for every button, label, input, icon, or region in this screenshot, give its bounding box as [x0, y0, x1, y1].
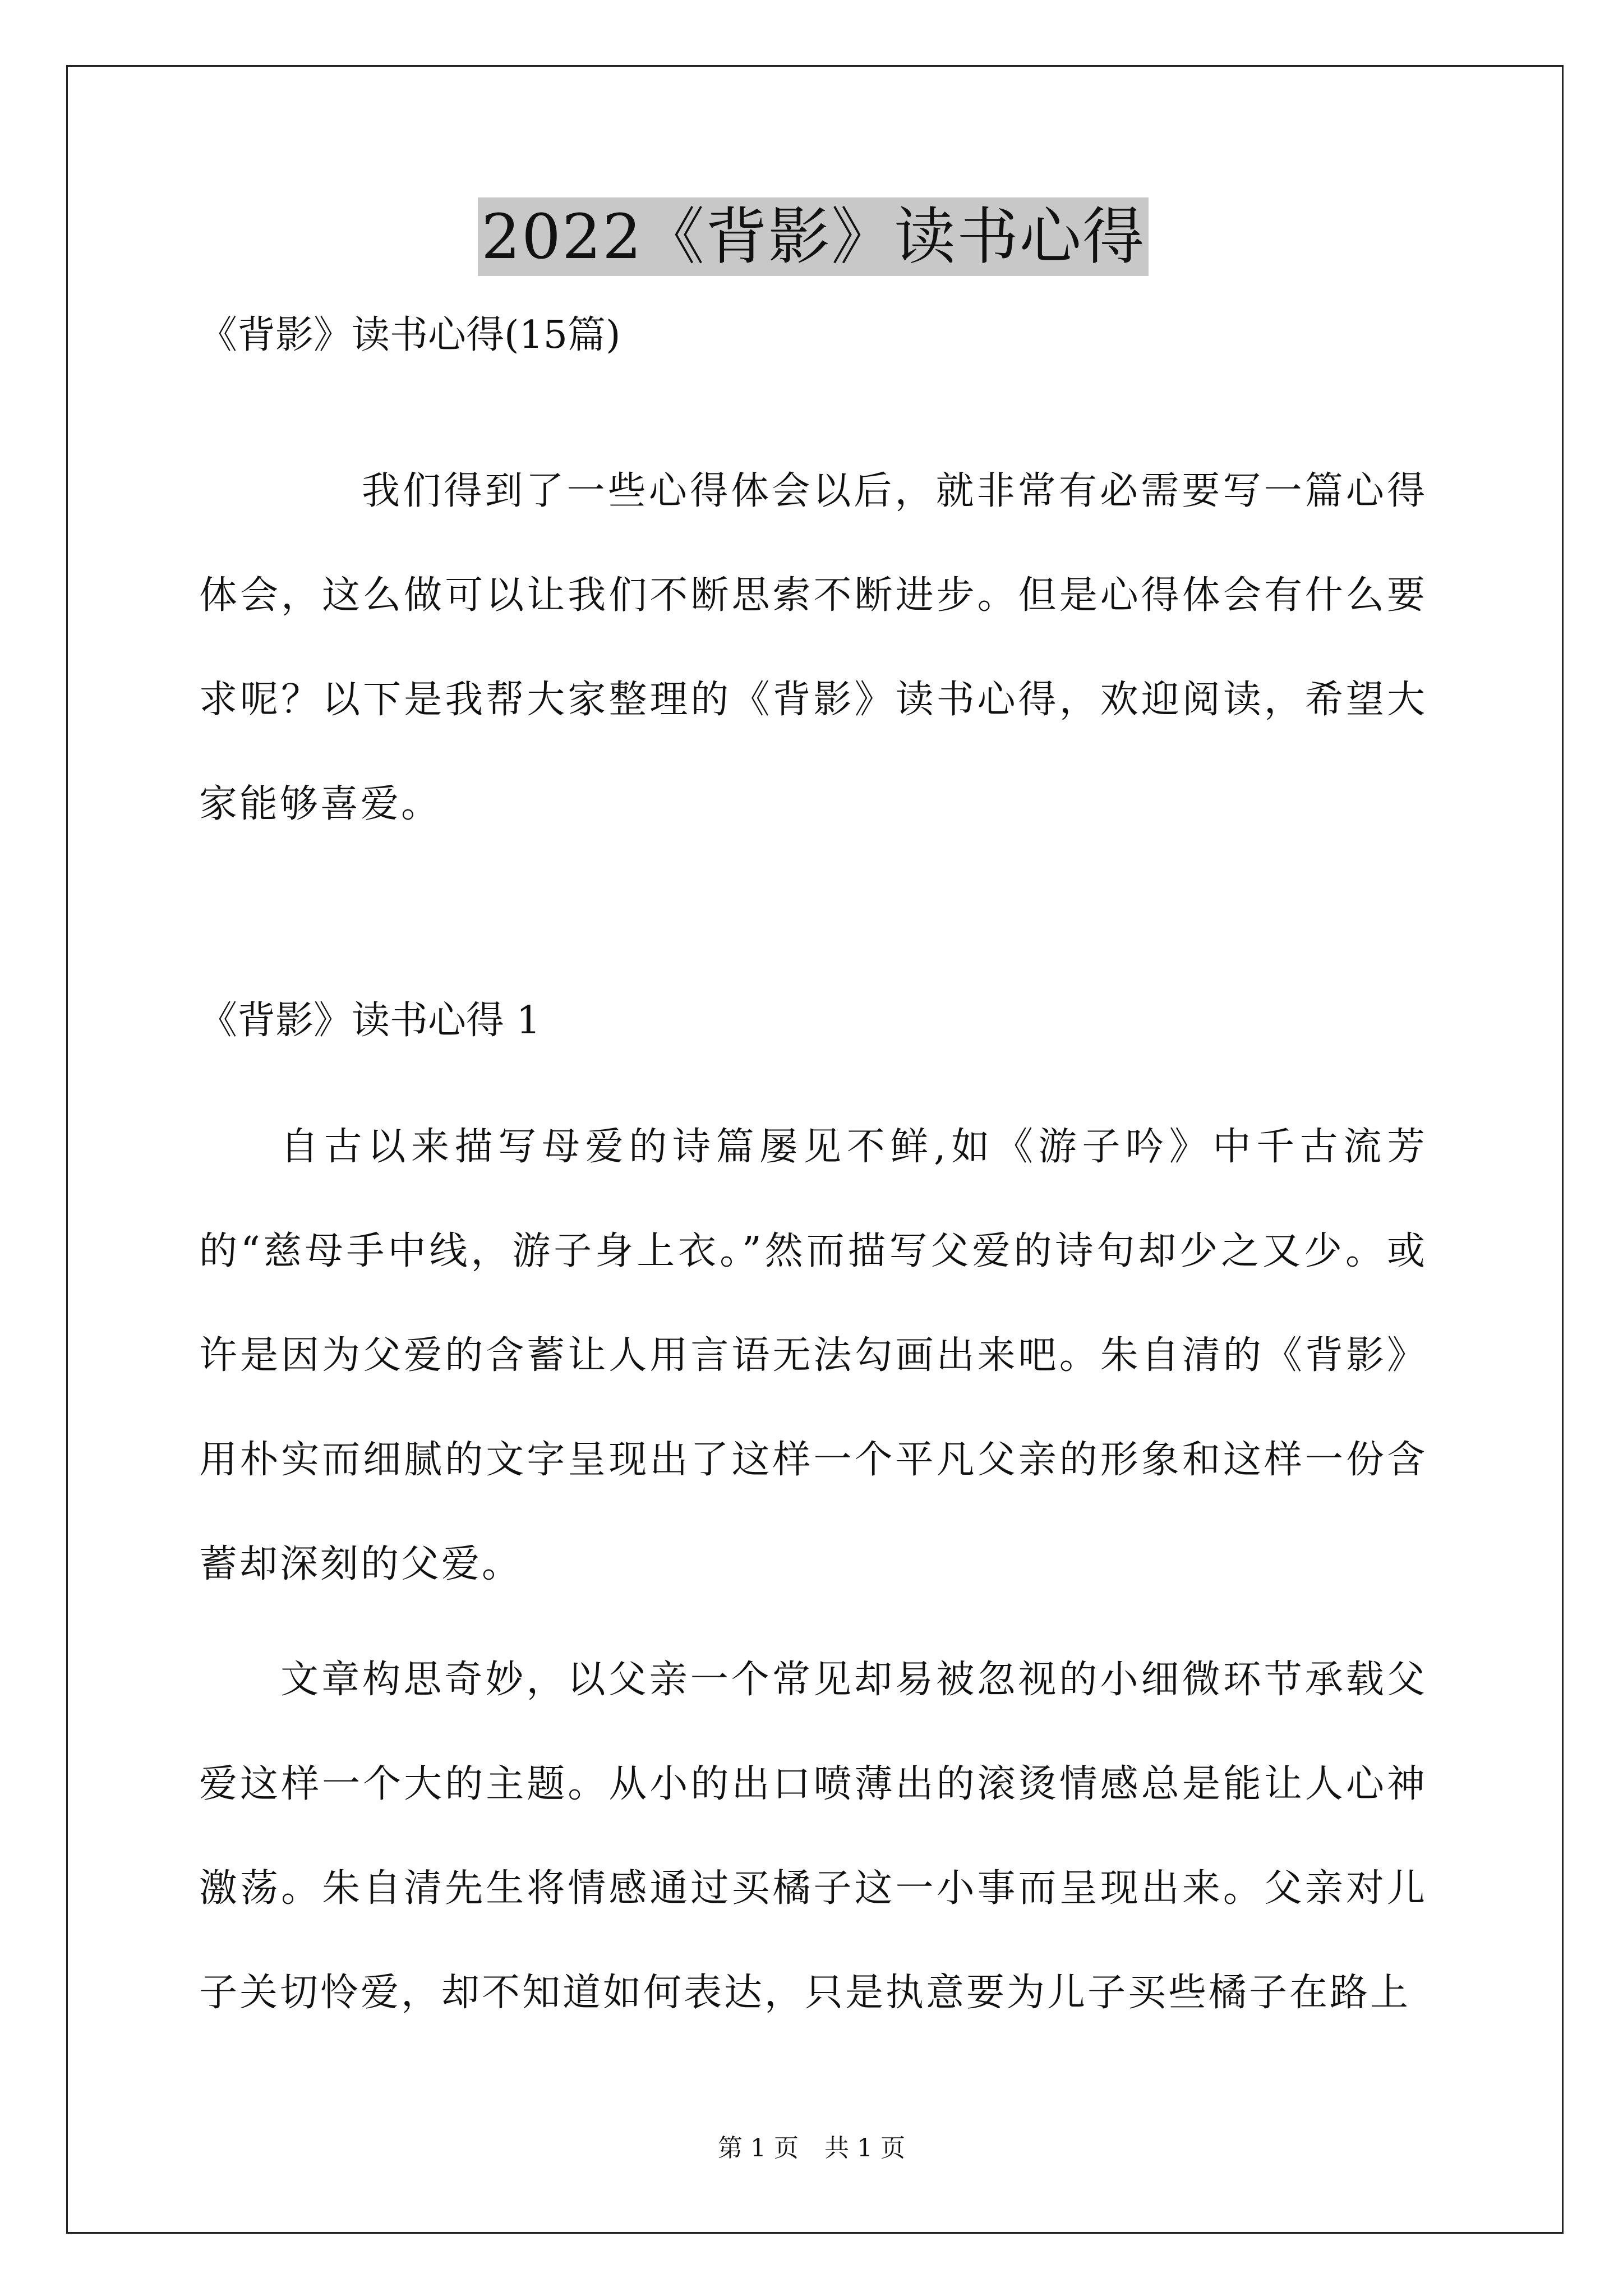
body-paragraph-1: 自古以来描写母爱的诗篇屡见不鲜,如《游子吟》中千古流芳的“慈母手中线，游子身上衣。”然而描写父爱的诗句却少之又少。或许是因为父爱的含蓄让人用言语无法勾画出来吧。朱自清的《背影》用朴实而细腻的文字呈现出了这样一个平凡父亲的形象和这样一份含蓄却深刻的父爱。 [199, 1125, 1427, 1586]
intro-paragraph: 我们得到了一些心得体会以后，就非常有必需要写一篇心得体会，这么做可以让我们不断思索不断进步。但是心得体会有什么要求呢？以下是我帮大家整理的《背影》读书心得，欢迎阅读，希望大家能够喜爱。 [199, 469, 1427, 826]
page-total-label: 共 1 页 [824, 2134, 905, 2162]
document-subtitle: 《背影》读书心得(15篇) [199, 313, 621, 357]
title-wrap [199, 197, 1427, 276]
document-title: 2022《背影》读书心得 [478, 197, 1149, 276]
section-heading: 《背影》读书心得 1 [199, 999, 541, 1043]
page-number-label: 第 1 页 [718, 2134, 799, 2162]
page-footer [0, 2132, 1623, 2165]
body-paragraph-2: 文章构思奇妙，以父亲一个常见却易被忽视的小细微环节承载父爱这样一个大的主题。从小的出口喷薄出的滚烫情感总是能让人心神激荡。朱自清先生将情感通过买橘子这一小事而呈现出来。父亲对儿子关切怜爱，却不知道如何表达，只是执意要为儿子买些橘子在路上 [199, 1658, 1427, 2015]
